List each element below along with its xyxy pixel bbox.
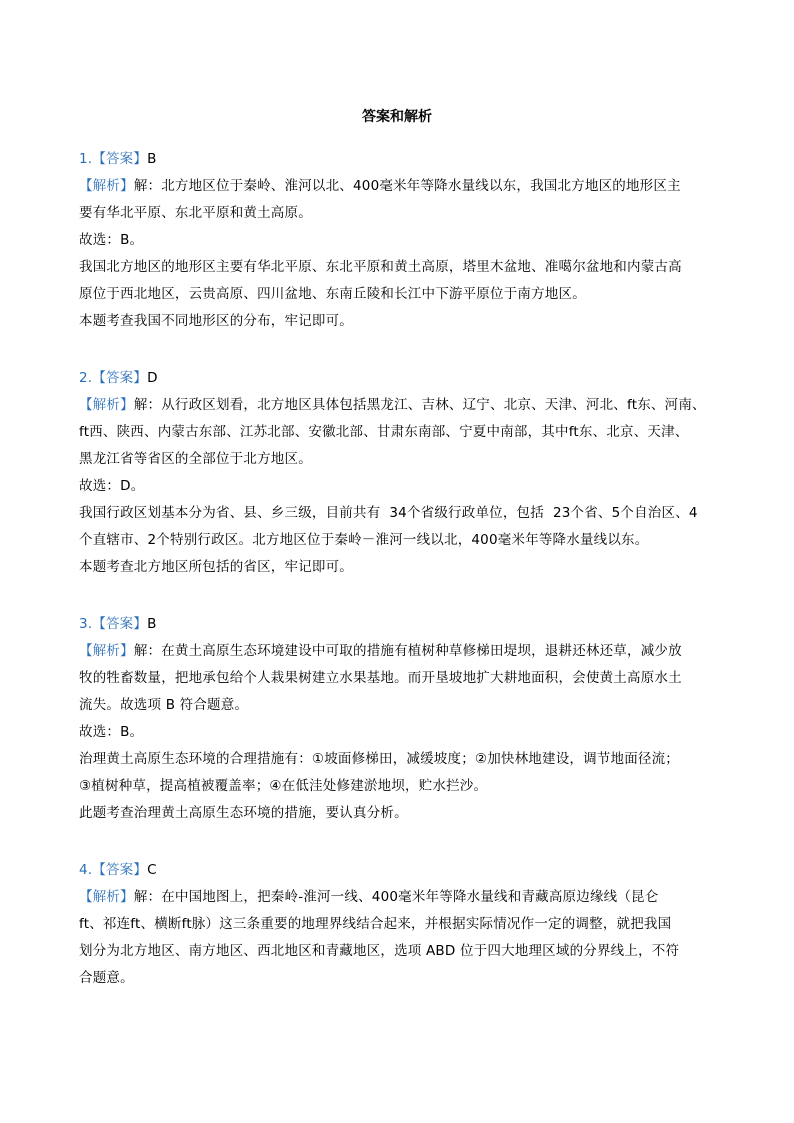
answer-line-q4 [79,860,157,880]
body-text: 本题考查北方地区所包括的省区，牢记即可。 [79,559,353,575]
body-text: ③植树种草，提高植被覆盖率；④在低洼处修建淤地坝，贮水拦沙。 [79,778,488,794]
body-text: 我国北方地区的地形区主要有华北平原、东北平原和黄土高原，塔里木盆地、准噶尔盆地和内蒙古高 [79,259,682,275]
body-text: 原位于西北地区，云贵高原、四川盆地、东南丘陵和长江中下游平原位于南方地区。 [79,286,586,302]
answer-value: B [147,151,157,167]
answer-label: 【答案】 [92,862,148,878]
body-text: 故选：D。 [79,478,145,494]
analysis-label: 【解析】 [79,889,134,905]
page-title: 答案和解析 [362,109,432,125]
analysis-line [79,887,658,907]
body-text: ft、祁连ft、横断ft脉）这三条重要的地理界线结合起来，并根据实际情况作一定的调整，就把我国 [79,916,672,932]
body-text: 治理黄土高原生态环境的合理措施有：①坡面修梯田，减缓坡度；②加快林地建设，调节地面径流； [79,751,680,767]
answer-line-q3 [79,614,157,634]
analysis-label: 【解析】 [79,397,134,413]
question-number: 3. [79,616,93,632]
body-text: ft西、陕西、内蒙古东部、江苏北部、安徽北部、甘肃东南部、宁夏中南部，其中ft东、北京、天津、 [79,424,689,440]
answer-line-q1 [79,149,157,169]
question-number: 1. [79,151,93,167]
analysis-text: 解：在黄土高原生态环境建设中可取的措施有植树种草修梯田堤坝，退耕还林还草，减少放 [133,643,682,659]
answer-label: 【答案】 [92,151,148,167]
analysis-text: 解：在中国地图上，把秦岭-淮河一线、400毫米年等降水量线和青藏高原边缘线（昆仑 [133,889,659,905]
analysis-text: 解：北方地区位于秦岭、淮河以北、400毫米年等降水量线以东，我国北方地区的地形区主 [133,178,681,194]
body-text: 我国行政区划基本分为省、县、乡三级，目前共有 34个省级行政单位，包括 23个省、5个自治区、4 [79,505,698,521]
analysis-text: 解：从行政区划看，北方地区具体包括黑龙江、吉林、辽宁、北京、天津、河北、ft东、河南、 [133,397,706,413]
analysis-label: 【解析】 [79,178,134,194]
body-text: 流失。故选项 B 符合题意。 [79,697,249,713]
answer-line-q2 [79,368,158,388]
body-text: 故选：B。 [79,724,144,740]
body-text: 要有华北平原、东北平原和黄土高原。 [79,205,312,221]
body-text: 此题考查治理黄土高原生态环境的措施，要认真分析。 [79,805,408,821]
body-text: 本题考查我国不同地形区的分布，牢记即可。 [79,313,353,329]
body-text: 划分为北方地区、南方地区、西北地区和青藏地区，选项 ABD 位于四大地理区域的分界线上，不符 [79,943,680,959]
answer-value: D [147,370,158,386]
answer-value: C [147,862,157,878]
analysis-line [79,641,682,661]
body-text: 故选：B。 [79,232,144,248]
question-number: 2. [79,370,93,386]
body-text: 合题意。 [79,970,134,986]
analysis-label: 【解析】 [79,643,134,659]
answer-label: 【答案】 [92,616,148,632]
analysis-line [79,176,681,196]
body-text: 黑龙江省等省区的全部位于北方地区。 [79,451,312,467]
question-number: 4. [79,862,93,878]
answer-label: 【答案】 [92,370,148,386]
body-text: 牧的牲畜数量，把地承包给个人栽果树建立水果基地。而开垦坡地扩大耕地面积，会使黄土高原水土 [79,670,682,686]
answer-value: B [147,616,157,632]
analysis-line [79,395,706,415]
body-text: 个直辖市、2个特别行政区。北方地区位于秦岭－淮河一线以北，400毫米年等降水量线以东。 [79,532,649,548]
